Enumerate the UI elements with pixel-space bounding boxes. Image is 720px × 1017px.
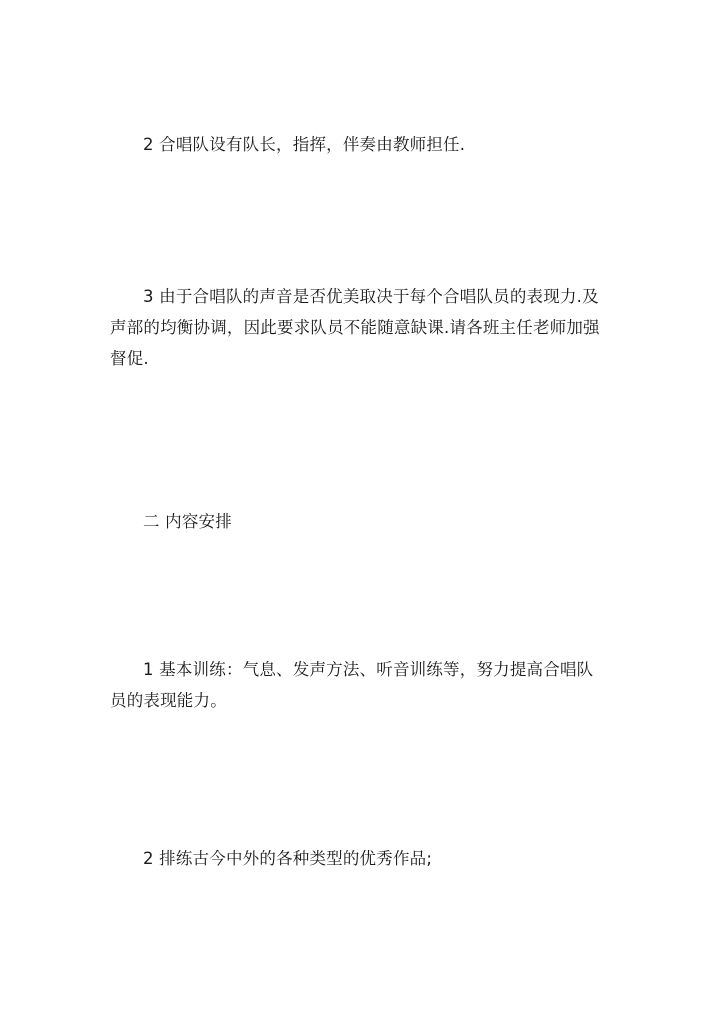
paragraph-rehearsal-works: 2 排练古今中外的各种类型的优秀作品; <box>143 849 433 868</box>
paragraph-team-organization: 2 合唱队设有队长，指挥，伴奏由教师担任. <box>143 135 466 154</box>
paragraph-attendance-requirement: 3 由于合唱队的声音是否优美取决于每个合唱队员的表现力.及声部的均衡协调，因此要求队员不能随意缺课.请各班主任老师加强督促. <box>110 287 600 368</box>
section-heading-content-arrangement: 二 内容安排 <box>143 512 232 531</box>
paragraph-basic-training: 1 基本训练：气息、发声方法、听音训练等，努力提高合唱队员的表现能力。 <box>110 660 594 710</box>
